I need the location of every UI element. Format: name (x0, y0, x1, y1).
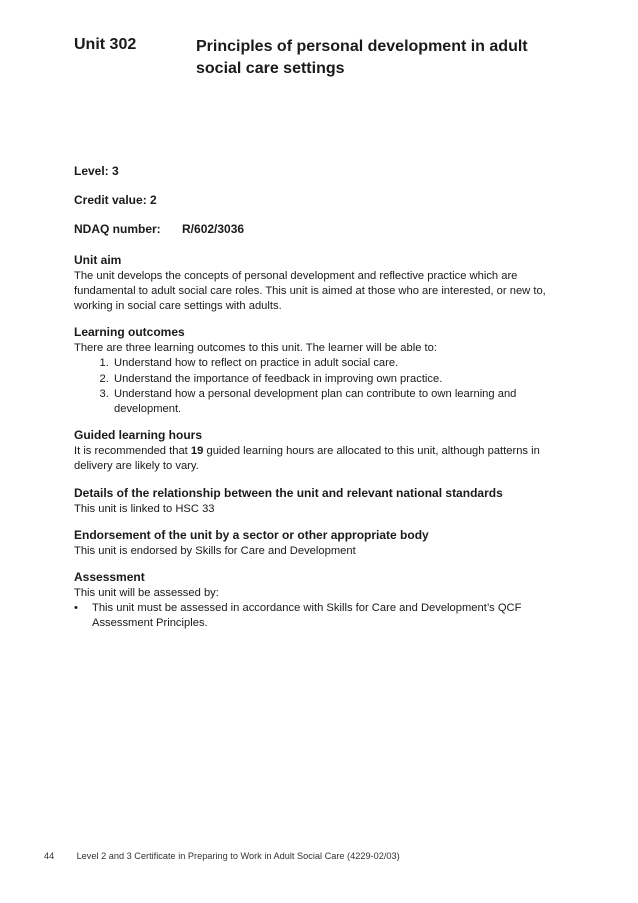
endorsement-section (74, 527, 554, 559)
assessment-intro: This unit will be assessed by: (74, 587, 219, 600)
guided-learning-hours: 19 (190, 445, 204, 458)
page-number: 44 (44, 851, 55, 861)
list-item: 2. Understand the importance of feedback in improving own practice. (112, 372, 554, 387)
endorsement-heading: Endorsement of the unit by a sector or other appropriate body (74, 527, 429, 542)
guided-learning-section (74, 427, 554, 474)
list-item: 3. Understand how a personal development plan can contribute to own learning and development. (112, 387, 554, 417)
ndaq-label: NDAQ number: (74, 222, 161, 237)
credit-row (74, 193, 554, 208)
list-item (74, 601, 554, 631)
endorsement-text: This unit is endorsed by Skills for Care and Development (74, 544, 356, 557)
level-value: 3 (112, 164, 119, 178)
guided-learning-text-after: guided learning hours are allocated to this unit, although patterns in delivery are likely to vary. (74, 445, 540, 473)
learning-outcomes-heading: Learning outcomes (74, 325, 185, 340)
unit-aim-section (74, 252, 554, 315)
credit-label: Credit value: (74, 193, 147, 208)
level-label: Level: (74, 164, 109, 178)
guided-learning-heading: Guided learning hours (74, 428, 203, 443)
standards-text: This unit is linked to HSC 33 (74, 502, 215, 515)
standards-heading: Details of the relationship between the unit and relevant national standards (74, 485, 503, 500)
page-footer (44, 851, 400, 861)
unit-number: Unit 302 (74, 36, 137, 53)
bullet-icon: • (74, 602, 78, 615)
ndaq-row (74, 222, 554, 237)
assessment-section (74, 569, 554, 632)
footer-text: Level 2 and 3 Certificate in Preparing to Work in Adult Social Care (4229-02/03) (76, 851, 400, 861)
list-item: 1. Understand how to reflect on practice in adult social care. (112, 356, 554, 371)
ndaq-value: R/602/3036 (182, 222, 245, 237)
unit-content (74, 164, 554, 642)
learning-outcomes-intro: There are three learning outcomes to this unit. The learner will be able to: (74, 342, 437, 355)
guided-learning-text (74, 444, 554, 474)
assessment-heading: Assessment (74, 570, 145, 585)
guided-learning-text-before: It is recommended that (74, 445, 191, 458)
credit-value: 2 (150, 193, 157, 208)
unit-title: Principles of personal development in adult social care settings (196, 38, 528, 77)
learning-outcomes-section (74, 324, 554, 417)
standards-section (74, 485, 554, 517)
level-row (74, 164, 554, 179)
assessment-list (74, 601, 554, 631)
learning-outcomes-list (74, 356, 554, 417)
assessment-item-text: This unit must be assessed in accordance with Skills for Care and Development’s QCF Assessment Principles. (92, 602, 522, 630)
unit-aim-heading: Unit aim (74, 252, 122, 267)
unit-aim-text: The unit develops the concepts of personal development and reflective practice which are fundamental to adult social care roles. This unit is aimed at those who are interested, or new to, working in social care settings with adults. (74, 269, 546, 313)
